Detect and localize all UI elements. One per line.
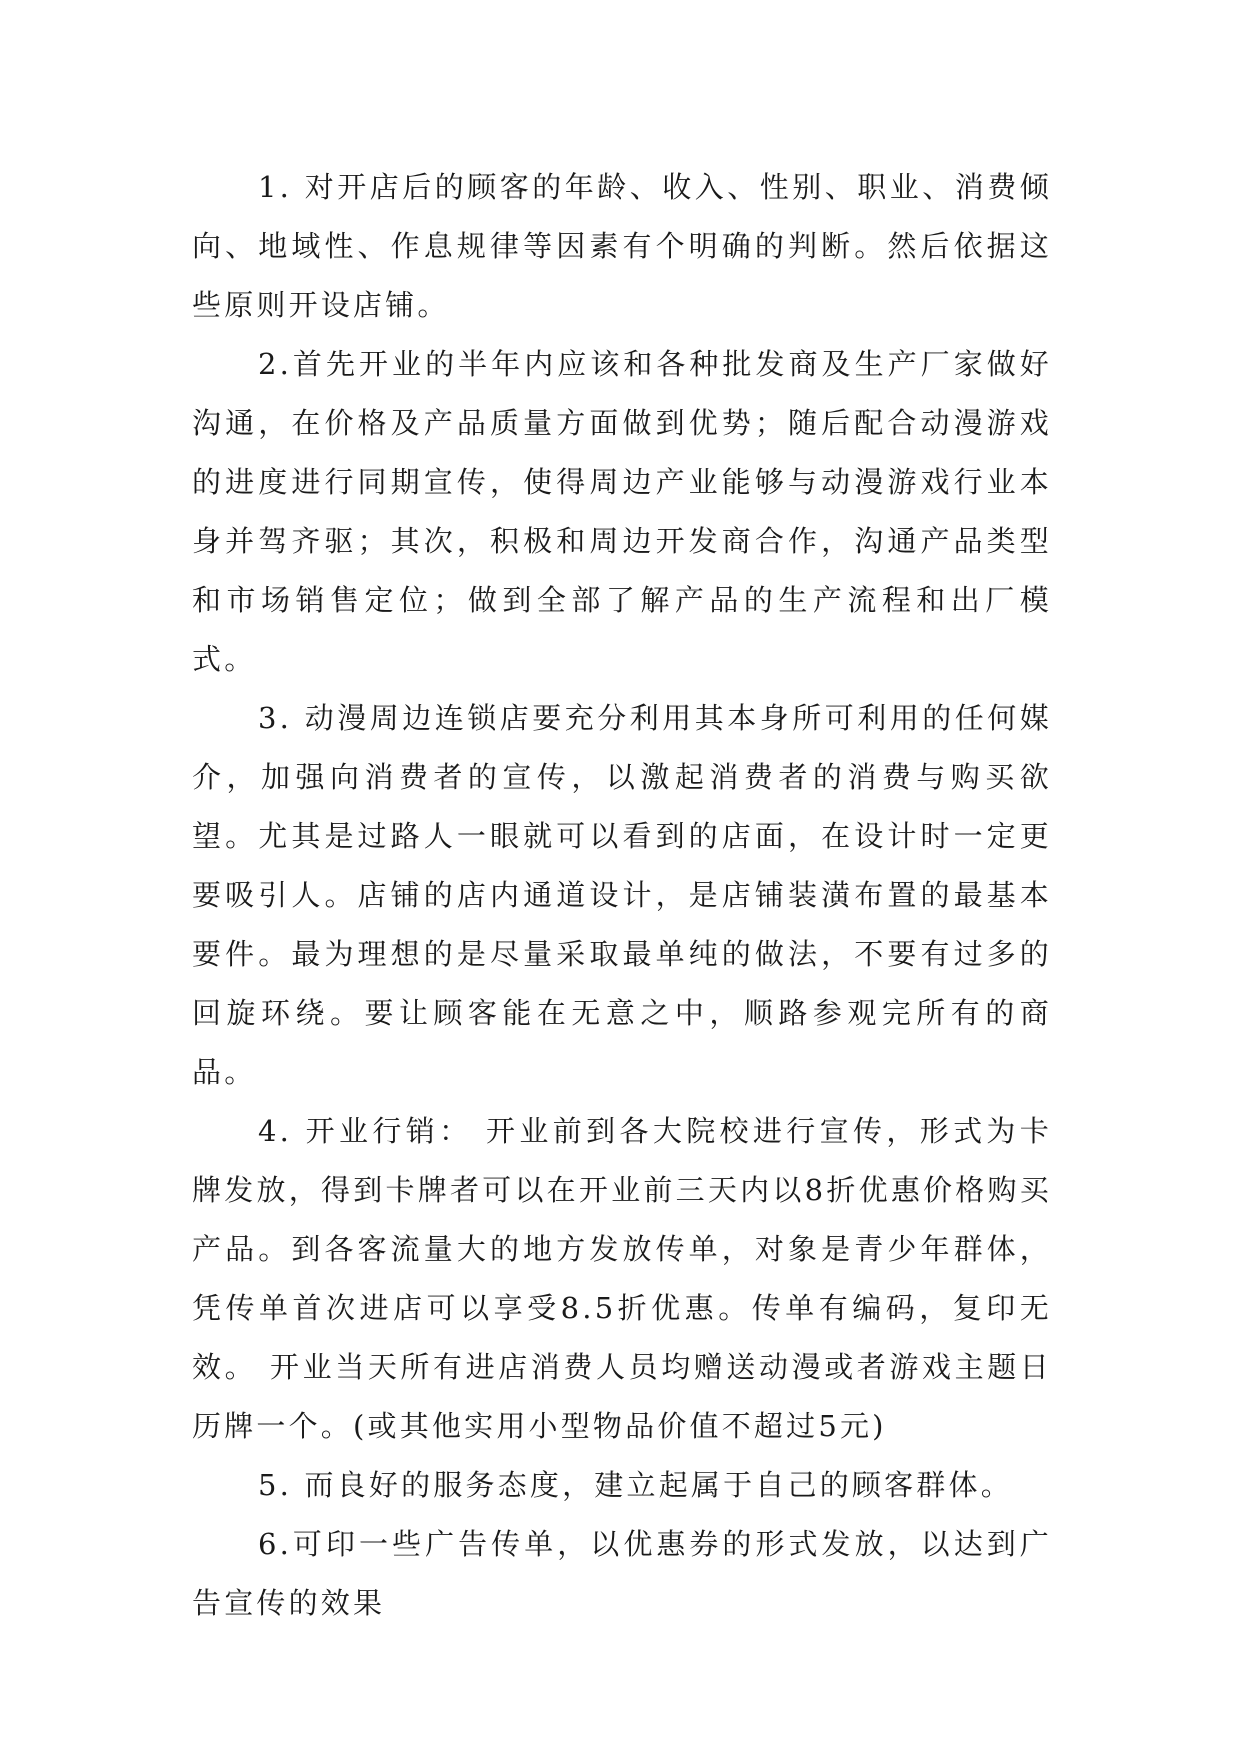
document-body: [192, 158, 1052, 1633]
paragraph-5: 5. 而良好的服务态度，建立起属于自己的顾客群体。: [258, 1468, 1013, 1502]
paragraph-6: 6.可印一些广告传单，以优惠券的形式发放，以达到广告宣传的效果: [192, 1527, 1052, 1620]
paragraph-1: 1. 对开店后的顾客的年龄、收入、性别、职业、消费倾向、地域性、作息规律等因素有个明确的判断。然后依据这些原则开设店铺。: [192, 170, 1052, 322]
paragraph-2: 2.首先开业的半年内应该和各种批发商及生产厂家做好沟通，在价格及产品质量方面做到优势；随后配合动漫游戏的进度进行同期宣传，使得周边产业能够与动漫游戏行业本身并驾齐驱；其次，积极和周边开发商合作，沟通产品类型和市场销售定位；做到全部了解产品的生产流程和出厂模式。: [192, 347, 1052, 676]
paragraph-4: 4. 开业行销： 开业前到各大院校进行宣传，形式为卡牌发放，得到卡牌者可以在开业前三天内以8折优惠价格购买产品。到各客流量大的地方发放传单，对象是青少年群体，凭传单首次进店可以享受8.5折优惠。传单有编码，复印无效。 开业当天所有进店消费人员均赠送动漫或者游戏主题日历牌一个。(或其他实用小型物品价值不超过5元): [192, 1114, 1052, 1443]
paragraph-3: 3. 动漫周边连锁店要充分利用其本身所可利用的任何媒介，加强向消费者的宣传，以激起消费者的消费与购买欲望。尤其是过路人一眼就可以看到的店面，在设计时一定更要吸引人。店铺的店内通道设计，是店铺装潢布置的最基本要件。最为理想的是尽量采取最单纯的做法，不要有过多的回旋环绕。要让顾客能在无意之中，顺路参观完所有的商品。: [192, 701, 1052, 1089]
